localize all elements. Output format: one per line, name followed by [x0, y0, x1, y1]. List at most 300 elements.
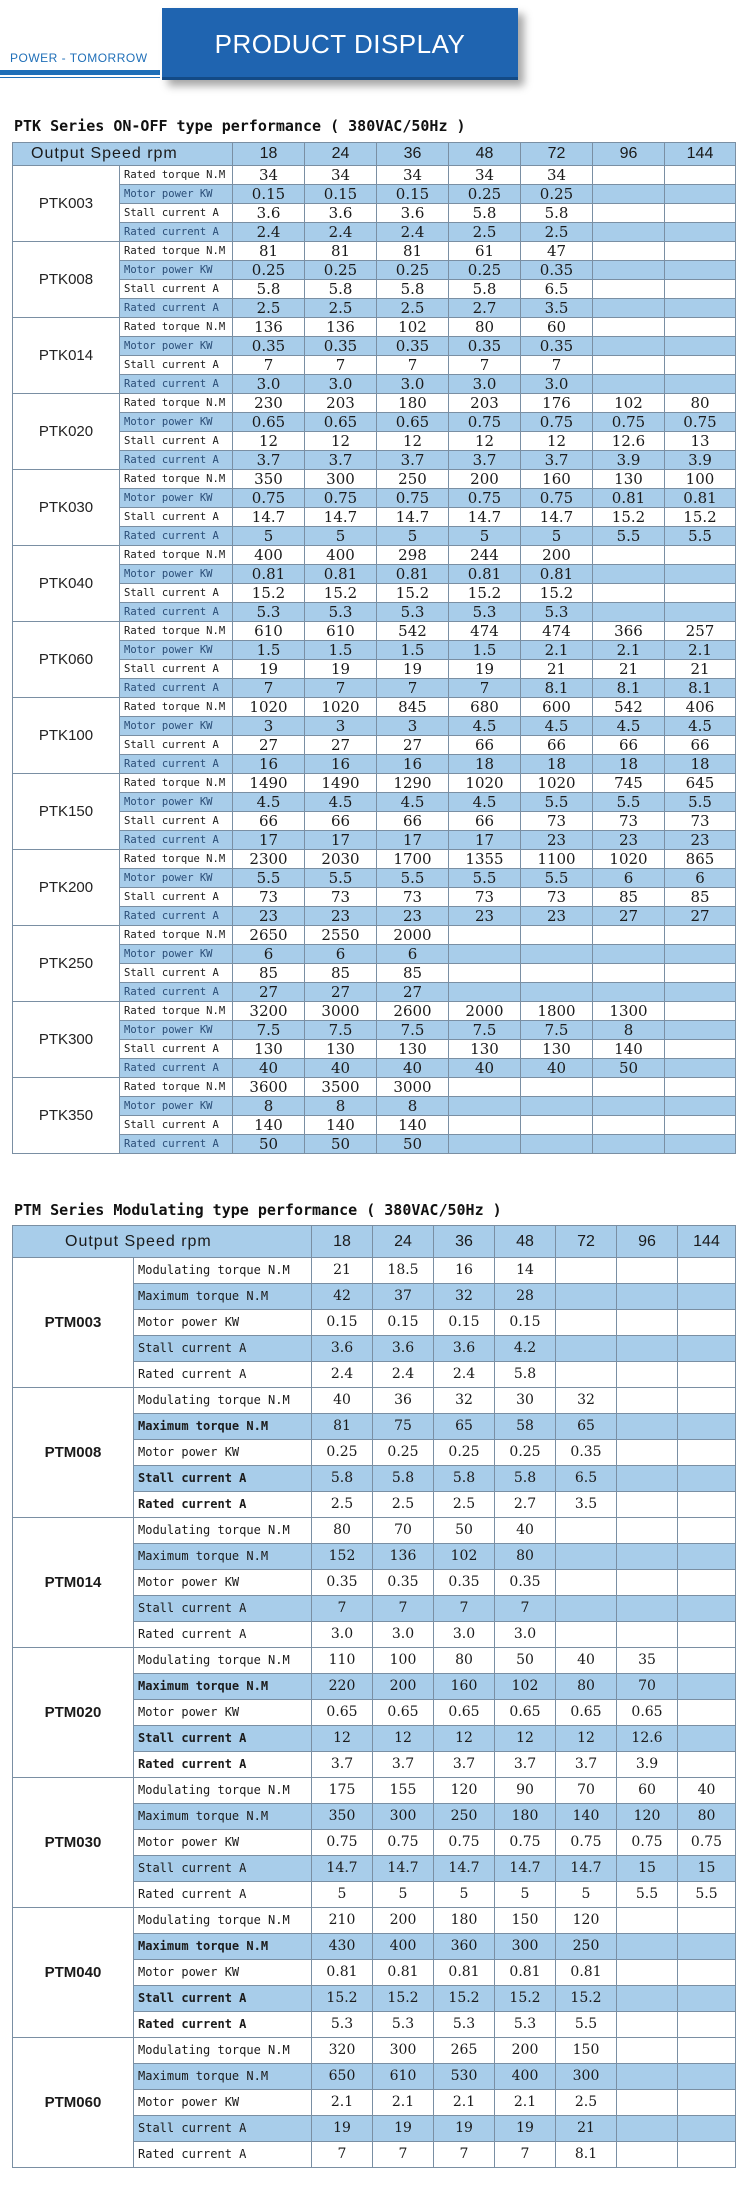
ptk-value-cell: 66	[305, 812, 377, 831]
ptm-value-cell: 12	[434, 1726, 495, 1752]
ptk-value-cell	[593, 223, 665, 242]
ptm-value-cell	[556, 1336, 617, 1362]
ptm-value-cell: 18.5	[373, 1258, 434, 1284]
ptk-data-row	[13, 489, 736, 508]
ptk-value-cell	[449, 1097, 521, 1116]
ptk-value-cell	[593, 926, 665, 945]
ptk-value-cell: 5	[521, 527, 593, 546]
ptk-param-label: Rated current A	[120, 755, 233, 774]
ptk-value-cell: 40	[233, 1059, 305, 1078]
ptk-data-row	[13, 869, 736, 888]
ptk-param-label: Stall current A	[120, 204, 233, 223]
ptm-value-cell: 14.7	[556, 1856, 617, 1882]
ptk-value-cell: 66	[449, 736, 521, 755]
ptm-value-cell: 3.6	[434, 1336, 495, 1362]
ptm-value-cell: 110	[312, 1648, 373, 1674]
ptk-value-cell: 15.2	[521, 584, 593, 603]
ptk-value-cell: 3.0	[233, 375, 305, 394]
ptm-value-cell: 2.5	[312, 1492, 373, 1518]
ptk-value-cell: 5.5	[449, 869, 521, 888]
ptk-value-cell: 1020	[305, 698, 377, 717]
ptm-param-label: Maximum torque N.M	[134, 1674, 312, 1700]
ptk-model-name: PTK300	[13, 1002, 120, 1078]
ptk-value-cell: 140	[377, 1116, 449, 1135]
ptk-value-cell: 1020	[593, 850, 665, 869]
ptk-value-cell: 180	[377, 394, 449, 413]
ptm-value-cell: 0.75	[373, 1830, 434, 1856]
ptk-value-cell: 200	[449, 470, 521, 489]
ptk-param-label: Stall current A	[120, 1116, 233, 1135]
ptm-param-label: Stall current A	[134, 1726, 312, 1752]
ptk-speed-header: 48	[449, 143, 521, 166]
ptm-value-cell: 36	[373, 1388, 434, 1414]
ptk-data-row	[13, 375, 736, 394]
ptm-value-cell: 5.3	[373, 2012, 434, 2038]
ptm-value-cell: 12	[312, 1726, 373, 1752]
ptk-value-cell: 73	[593, 812, 665, 831]
ptk-value-cell: 0.25	[233, 261, 305, 280]
ptm-value-cell: 320	[312, 2038, 373, 2064]
ptk-value-cell	[665, 926, 736, 945]
ptk-value-cell: 130	[233, 1040, 305, 1059]
ptk-value-cell	[665, 1021, 736, 1040]
ptk-value-cell: 7	[377, 679, 449, 698]
ptk-value-cell	[665, 945, 736, 964]
ptm-value-cell: 7	[312, 2142, 373, 2168]
ptk-value-cell: 0.65	[233, 413, 305, 432]
ptk-data-row	[13, 641, 736, 660]
ptm-param-label: Stall current A	[134, 1466, 312, 1492]
ptk-value-cell: 5.8	[233, 280, 305, 299]
ptk-param-label: Stall current A	[120, 660, 233, 679]
ptk-value-cell: 0.15	[377, 185, 449, 204]
ptk-value-cell: 2.1	[521, 641, 593, 660]
ptk-value-cell: 12.6	[593, 432, 665, 451]
ptm-value-cell: 32	[434, 1284, 495, 1310]
ptm-value-cell: 0.25	[373, 1440, 434, 1466]
ptk-value-cell: 15.2	[233, 584, 305, 603]
ptk-data-row	[13, 717, 736, 736]
ptm-value-cell: 70	[373, 1518, 434, 1544]
ptm-value-cell: 430	[312, 1934, 373, 1960]
ptk-param-label: Rated torque N.M	[120, 1078, 233, 1097]
ptk-value-cell: 19	[449, 660, 521, 679]
ptk-value-cell: 0.35	[233, 337, 305, 356]
ptm-value-cell: 3.9	[617, 1752, 678, 1778]
ptk-value-cell: 160	[521, 470, 593, 489]
ptk-value-cell: 0.25	[521, 185, 593, 204]
ptk-value-cell: 7.5	[305, 1021, 377, 1040]
ptm-param-label: Modulating torque N.M	[134, 1258, 312, 1284]
ptm-value-cell	[617, 1986, 678, 2012]
ptk-value-cell: 250	[377, 470, 449, 489]
ptk-value-cell: 0.35	[521, 337, 593, 356]
ptk-value-cell: 27	[233, 983, 305, 1002]
ptm-value-cell: 80	[495, 1544, 556, 1570]
ptm-value-cell	[678, 1622, 736, 1648]
ptk-model-name: PTK060	[13, 622, 120, 698]
ptm-value-cell: 300	[373, 2038, 434, 2064]
ptm-value-cell: 70	[556, 1778, 617, 1804]
ptk-value-cell: 2.5	[377, 299, 449, 318]
ptk-value-cell: 745	[593, 774, 665, 793]
ptm-value-cell: 360	[434, 1934, 495, 1960]
ptk-value-cell: 16	[233, 755, 305, 774]
ptm-value-cell: 140	[556, 1804, 617, 1830]
ptm-param-label: Maximum torque N.M	[134, 1544, 312, 1570]
ptk-value-cell	[665, 1116, 736, 1135]
ptk-value-cell: 5.8	[377, 280, 449, 299]
ptk-value-cell: 12	[377, 432, 449, 451]
ptk-data-row	[13, 964, 736, 983]
ptk-value-cell: 14.7	[233, 508, 305, 527]
ptm-param-label: Rated current A	[134, 2142, 312, 2168]
ptm-value-cell: 3.7	[434, 1752, 495, 1778]
ptk-value-cell	[521, 964, 593, 983]
ptk-value-cell: 27	[305, 983, 377, 1002]
ptm-value-cell	[678, 2012, 736, 2038]
ptk-data-row	[13, 470, 736, 489]
ptk-value-cell: 0.81	[593, 489, 665, 508]
ptk-value-cell: 3000	[305, 1002, 377, 1021]
ptk-value-cell: 0.25	[449, 185, 521, 204]
ptk-value-cell: 85	[233, 964, 305, 983]
ptm-value-cell: 0.81	[373, 1960, 434, 1986]
ptk-value-cell: 12	[305, 432, 377, 451]
ptk-value-cell: 600	[521, 698, 593, 717]
ptm-performance-table	[12, 1225, 736, 2168]
ptm-value-cell: 7	[373, 1596, 434, 1622]
ptk-value-cell: 5.3	[521, 603, 593, 622]
ptk-value-cell: 85	[377, 964, 449, 983]
ptm-param-label: Modulating torque N.M	[134, 1518, 312, 1544]
ptk-value-cell: 140	[593, 1040, 665, 1059]
ptk-value-cell: 2.5	[521, 223, 593, 242]
ptm-param-label: Motor power KW	[134, 2090, 312, 2116]
ptk-value-cell: 50	[233, 1135, 305, 1154]
ptm-value-cell: 32	[556, 1388, 617, 1414]
ptm-value-cell: 0.75	[678, 1830, 736, 1856]
ptm-value-cell: 0.15	[373, 1310, 434, 1336]
ptk-value-cell: 5.5	[593, 527, 665, 546]
ptk-data-row	[13, 223, 736, 242]
ptk-value-cell: 14.7	[521, 508, 593, 527]
ptm-value-cell: 3.5	[556, 1492, 617, 1518]
ptk-value-cell	[665, 242, 736, 261]
ptk-model-name: PTK003	[13, 166, 120, 242]
ptm-param-label: Stall current A	[134, 1856, 312, 1882]
ptk-value-cell	[449, 926, 521, 945]
ptm-value-cell: 650	[312, 2064, 373, 2090]
ptm-value-cell: 250	[434, 1804, 495, 1830]
ptk-value-cell: 34	[521, 166, 593, 185]
ptm-header-label: Output Speed rpm	[13, 1226, 312, 1258]
ptm-value-cell	[678, 1570, 736, 1596]
ptm-value-cell: 5.5	[678, 1882, 736, 1908]
ptk-value-cell: 73	[449, 888, 521, 907]
ptk-param-label: Motor power KW	[120, 869, 233, 888]
ptk-value-cell: 100	[665, 470, 736, 489]
ptk-value-cell: 27	[665, 907, 736, 926]
ptk-value-cell: 16	[377, 755, 449, 774]
ptk-data-row	[13, 280, 736, 299]
ptm-value-cell: 3.0	[373, 1622, 434, 1648]
ptm-value-cell	[556, 1570, 617, 1596]
ptk-value-cell	[665, 565, 736, 584]
ptm-value-cell	[617, 1466, 678, 1492]
ptk-value-cell: 0.75	[665, 413, 736, 432]
ptk-value-cell: 5.3	[449, 603, 521, 622]
ptm-value-cell: 180	[495, 1804, 556, 1830]
ptk-value-cell: 244	[449, 546, 521, 565]
ptk-param-label: Rated current A	[120, 451, 233, 470]
ptk-value-cell: 400	[305, 546, 377, 565]
ptk-param-label: Stall current A	[120, 432, 233, 451]
ptk-value-cell: 1100	[521, 850, 593, 869]
ptk-data-row	[13, 185, 736, 204]
ptm-value-cell: 50	[434, 1518, 495, 1544]
ptm-value-cell	[678, 1674, 736, 1700]
ptk-value-cell: 5.3	[377, 603, 449, 622]
ptk-value-cell: 8.1	[521, 679, 593, 698]
ptk-value-cell: 40	[377, 1059, 449, 1078]
ptm-value-cell	[617, 1518, 678, 1544]
ptm-value-cell	[678, 1986, 736, 2012]
ptm-param-label: Modulating torque N.M	[134, 1908, 312, 1934]
ptk-value-cell: 1700	[377, 850, 449, 869]
ptk-data-row	[13, 527, 736, 546]
ptk-value-cell	[521, 1097, 593, 1116]
ptk-value-cell: 3	[305, 717, 377, 736]
tagline: POWER - TOMORROW	[10, 51, 148, 65]
ptk-value-cell: 5	[449, 527, 521, 546]
ptm-value-cell: 102	[434, 1544, 495, 1570]
ptk-value-cell: 34	[233, 166, 305, 185]
ptk-value-cell: 5.8	[305, 280, 377, 299]
ptk-value-cell: 66	[521, 736, 593, 755]
ptm-value-cell: 7	[312, 1596, 373, 1622]
ptk-param-label: Motor power KW	[120, 1021, 233, 1040]
ptk-param-label: Rated torque N.M	[120, 622, 233, 641]
ptm-value-cell: 120	[434, 1778, 495, 1804]
ptm-value-cell	[556, 1544, 617, 1570]
ptm-value-cell: 4.2	[495, 1336, 556, 1362]
ptk-value-cell: 34	[449, 166, 521, 185]
ptk-value-cell: 5.5	[521, 793, 593, 812]
ptm-value-cell	[617, 1596, 678, 1622]
ptk-value-cell: 5.5	[305, 869, 377, 888]
ptk-value-cell	[665, 166, 736, 185]
ptk-param-label: Motor power KW	[120, 261, 233, 280]
ptk-value-cell: 80	[449, 318, 521, 337]
ptk-value-cell: 474	[449, 622, 521, 641]
ptk-value-cell: 12	[449, 432, 521, 451]
ptk-value-cell	[593, 356, 665, 375]
ptk-header-row	[13, 143, 736, 166]
ptk-value-cell	[593, 299, 665, 318]
ptk-value-cell: 3000	[377, 1078, 449, 1097]
ptm-value-cell: 80	[678, 1804, 736, 1830]
ptk-param-label: Rated current A	[120, 299, 233, 318]
ptm-value-cell: 0.75	[556, 1830, 617, 1856]
ptm-param-label: Maximum torque N.M	[134, 1284, 312, 1310]
ptk-value-cell: 85	[593, 888, 665, 907]
ptk-value-cell: 21	[521, 660, 593, 679]
ptk-value-cell: 0.35	[449, 337, 521, 356]
ptk-value-cell	[665, 280, 736, 299]
ptk-value-cell: 6	[305, 945, 377, 964]
ptk-value-cell: 15.2	[305, 584, 377, 603]
ptk-speed-header: 36	[377, 143, 449, 166]
ptk-value-cell	[665, 1135, 736, 1154]
ptm-value-cell	[617, 1908, 678, 1934]
ptk-param-label: Rated torque N.M	[120, 926, 233, 945]
ptk-value-cell: 0.75	[593, 413, 665, 432]
ptk-data-row	[13, 242, 736, 261]
ptm-value-cell: 300	[495, 1934, 556, 1960]
ptm-value-cell: 3.6	[312, 1336, 373, 1362]
ptm-value-cell: 35	[617, 1648, 678, 1674]
ptk-value-cell	[593, 166, 665, 185]
ptk-value-cell: 5.3	[233, 603, 305, 622]
ptm-param-label: Motor power KW	[134, 1960, 312, 1986]
ptm-value-cell	[678, 1544, 736, 1570]
ptk-value-cell: 130	[305, 1040, 377, 1059]
ptm-value-cell: 2.1	[373, 2090, 434, 2116]
ptm-value-cell	[678, 1362, 736, 1388]
ptk-value-cell: 136	[233, 318, 305, 337]
ptk-value-cell: 18	[665, 755, 736, 774]
ptm-value-cell: 12.6	[617, 1726, 678, 1752]
ptm-value-cell: 14.7	[434, 1856, 495, 1882]
ptk-value-cell: 300	[305, 470, 377, 489]
ptm-value-cell	[617, 1440, 678, 1466]
ptk-value-cell	[665, 964, 736, 983]
ptk-value-cell: 1.5	[449, 641, 521, 660]
ptk-value-cell	[593, 185, 665, 204]
ptk-value-cell	[593, 261, 665, 280]
ptm-value-cell: 0.65	[556, 1700, 617, 1726]
ptk-value-cell: 1.5	[305, 641, 377, 660]
ptk-value-cell: 0.25	[377, 261, 449, 280]
ptk-value-cell: 140	[233, 1116, 305, 1135]
ptm-value-cell: 19	[495, 2116, 556, 2142]
ptk-value-cell	[593, 546, 665, 565]
ptk-model-name: PTK350	[13, 1078, 120, 1154]
ptm-value-cell: 2.5	[556, 2090, 617, 2116]
ptm-value-cell: 5	[434, 1882, 495, 1908]
ptm-value-cell	[617, 1544, 678, 1570]
ptm-value-cell: 0.35	[373, 1570, 434, 1596]
ptm-value-cell	[678, 1648, 736, 1674]
ptk-model-name: PTK014	[13, 318, 120, 394]
ptk-value-cell	[521, 1116, 593, 1135]
ptm-value-cell: 0.15	[312, 1310, 373, 1336]
ptk-value-cell: 27	[233, 736, 305, 755]
ptm-value-cell	[678, 2142, 736, 2168]
ptk-value-cell: 73	[233, 888, 305, 907]
ptm-data-row	[13, 1908, 736, 1934]
ptm-value-cell: 21	[556, 2116, 617, 2142]
ptk-value-cell: 2550	[305, 926, 377, 945]
ptk-value-cell: 4.5	[377, 793, 449, 812]
ptm-value-cell: 0.25	[495, 1440, 556, 1466]
ptm-data-row	[13, 1648, 736, 1674]
ptm-value-cell	[678, 2064, 736, 2090]
ptk-value-cell: 5.5	[233, 869, 305, 888]
ptk-value-cell: 21	[593, 660, 665, 679]
ptm-speed-header: 96	[617, 1226, 678, 1258]
ptk-value-cell: 0.81	[449, 565, 521, 584]
ptk-data-row	[13, 1040, 736, 1059]
ptm-value-cell: 175	[312, 1778, 373, 1804]
ptm-value-cell: 0.65	[495, 1700, 556, 1726]
ptm-value-cell: 2.4	[434, 1362, 495, 1388]
ptk-value-cell: 7	[449, 679, 521, 698]
ptk-data-row	[13, 1002, 736, 1021]
ptk-model-name: PTK030	[13, 470, 120, 546]
ptk-data-row	[13, 413, 736, 432]
ptk-value-cell: 140	[305, 1116, 377, 1135]
ptk-section-title: PTK Series ON-OFF type performance ( 380VAC/50Hz )	[14, 117, 466, 135]
ptk-param-label: Rated torque N.M	[120, 394, 233, 413]
ptk-data-row	[13, 850, 736, 869]
ptk-value-cell	[593, 565, 665, 584]
ptm-value-cell: 152	[312, 1544, 373, 1570]
ptm-value-cell: 14.7	[312, 1856, 373, 1882]
ptk-value-cell: 40	[305, 1059, 377, 1078]
ptm-param-label: Maximum torque N.M	[134, 1414, 312, 1440]
ptm-value-cell: 81	[312, 1414, 373, 1440]
ptm-value-cell: 0.65	[312, 1700, 373, 1726]
ptm-value-cell	[678, 1440, 736, 1466]
ptm-value-cell: 7	[495, 1596, 556, 1622]
ptm-value-cell	[678, 2038, 736, 2064]
ptk-value-cell: 865	[665, 850, 736, 869]
ptk-value-cell: 2.5	[449, 223, 521, 242]
ptm-value-cell: 40	[495, 1518, 556, 1544]
ptm-param-label: Maximum torque N.M	[134, 2064, 312, 2090]
ptm-data-row	[13, 1258, 736, 1284]
ptm-value-cell: 100	[373, 1648, 434, 1674]
ptm-value-cell: 7	[434, 1596, 495, 1622]
ptm-value-cell: 2.7	[495, 1492, 556, 1518]
ptk-speed-header: 144	[665, 143, 736, 166]
ptk-value-cell: 8	[593, 1021, 665, 1040]
ptk-value-cell: 6.5	[521, 280, 593, 299]
ptm-value-cell: 0.25	[434, 1440, 495, 1466]
ptk-value-cell: 73	[377, 888, 449, 907]
ptk-param-label: Rated current A	[120, 831, 233, 850]
ptm-value-cell	[678, 1258, 736, 1284]
ptm-value-cell: 0.15	[495, 1310, 556, 1336]
ptk-value-cell: 3.7	[449, 451, 521, 470]
ptm-data-row	[13, 1518, 736, 1544]
ptk-data-row	[13, 698, 736, 717]
ptm-data-row	[13, 1778, 736, 1804]
ptm-model-name: PTM060	[13, 2038, 134, 2168]
ptk-param-label: Rated torque N.M	[120, 546, 233, 565]
ptm-value-cell: 120	[556, 1908, 617, 1934]
ptm-value-cell	[617, 1388, 678, 1414]
ptk-param-label: Rated torque N.M	[120, 470, 233, 489]
ptk-data-row	[13, 565, 736, 584]
ptk-value-cell: 66	[449, 812, 521, 831]
ptm-param-label: Motor power KW	[134, 1440, 312, 1466]
ptk-value-cell	[665, 584, 736, 603]
ptm-value-cell: 2.4	[373, 1362, 434, 1388]
ptk-value-cell	[593, 983, 665, 1002]
